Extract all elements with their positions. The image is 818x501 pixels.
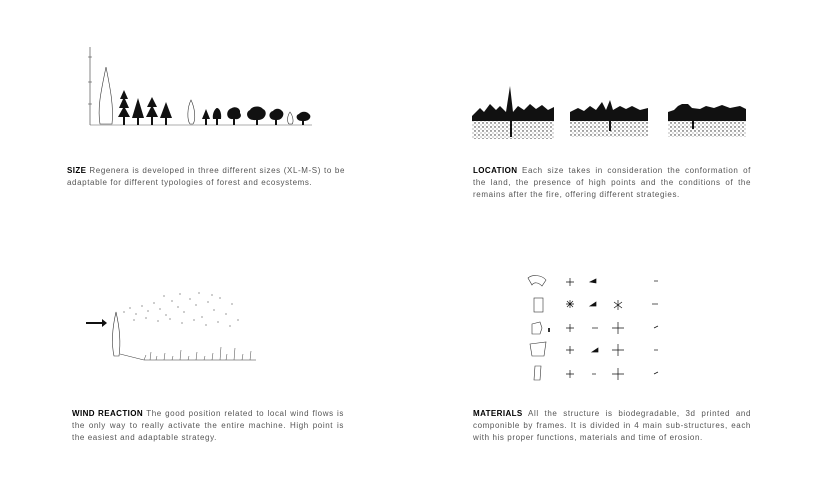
wind-diagram — [84, 290, 259, 370]
materials-heading: MATERIALS — [473, 409, 523, 418]
location-diagram — [470, 82, 755, 140]
location-body: Each size takes in consideration the conformation of the land, the presence of high points and the conditions of the remains after the fire, offering different strategies. — [473, 166, 751, 199]
location-section-s — [668, 104, 746, 137]
location-section-m — [570, 100, 648, 137]
size-heading: SIZE — [67, 166, 87, 175]
size-diagram — [80, 42, 320, 137]
size-caption — [67, 165, 345, 189]
materials-caption — [473, 408, 751, 444]
location-heading: LOCATION — [473, 166, 518, 175]
wind-caption — [72, 408, 344, 444]
materials-diagram — [520, 268, 670, 386]
size-body: Regenera is developed in three different sizes (XL-M-S) to be adaptable for different typologies of forest and ecosystems. — [67, 166, 345, 187]
location-section-xl — [472, 86, 554, 139]
wind-heading: WIND REACTION — [72, 409, 144, 418]
location-caption — [473, 165, 751, 201]
wind-body: The good position related to local wind flows is the only way to really activate the entire machine. High point is the easiest and adaptable strategy. — [72, 409, 344, 442]
materials-body: All the structure is biodegradable, 3d printed and componible by frames. It is divided in 4 main sub-structures, each with his proper functions, materials and time of erosion. — [473, 409, 752, 442]
